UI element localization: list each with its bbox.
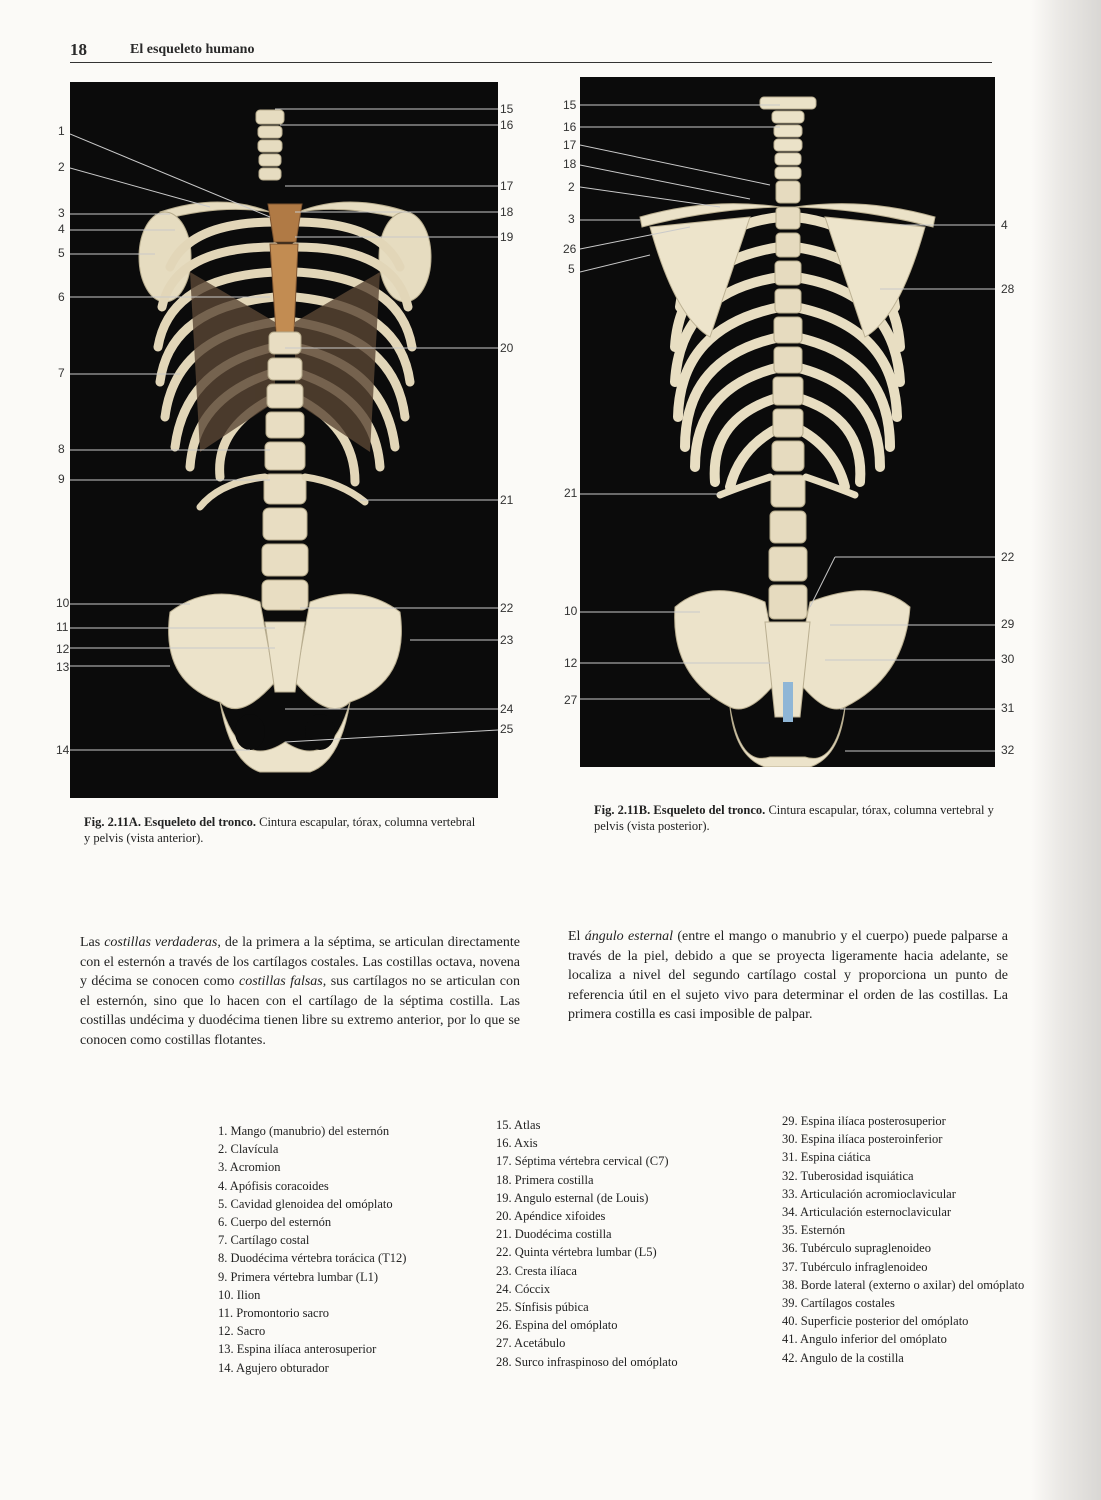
fig-a-label: 19 xyxy=(500,230,514,244)
legend-item: 37. Tubérculo infraglenoideo xyxy=(782,1259,928,1274)
fig-b-label: 22 xyxy=(1001,550,1015,564)
fig-a-label: 10 xyxy=(56,596,70,610)
fig-a-label: 14 xyxy=(56,743,70,757)
running-title: El esqueleto humano xyxy=(130,42,255,57)
body-emphasis: costillas falsas xyxy=(238,974,323,989)
legend-item: 7. Cartílago costal xyxy=(218,1233,310,1248)
legend-item: 25. Sínfisis púbica xyxy=(496,1300,589,1315)
legend-item: 24. Cóccix xyxy=(496,1281,551,1296)
body-text: El xyxy=(568,929,585,944)
legend-item: 5. Cavidad glenoidea del omóplato xyxy=(218,1196,393,1211)
fig-b-label: 4 xyxy=(1001,218,1008,232)
fig-a-label: 6 xyxy=(58,290,65,304)
fig-a-label: 12 xyxy=(56,642,70,656)
figure-skeleton-anterior xyxy=(70,82,498,798)
fig-b-label: 2 xyxy=(568,180,575,194)
body-text: , de la primera a la séptima, se articulan directamente con el esternón a través de los cartílagos costales. Las costillas octava, novena y décima se conocen como xyxy=(80,935,520,989)
figure-skeleton-posterior xyxy=(580,77,995,767)
legend-item: 27. Acetábulo xyxy=(496,1336,566,1351)
legend-item: 4. Apófisis coracoides xyxy=(218,1178,329,1193)
legend-item: 19. Angulo esternal (de Louis) xyxy=(496,1190,649,1205)
fig-b-label: 16 xyxy=(563,120,577,134)
legend-item: 8. Duodécima vértebra torácica (T12) xyxy=(218,1251,407,1266)
fig-a-label: 4 xyxy=(58,222,65,236)
fig-b-label: 12 xyxy=(564,656,578,670)
body-text: (entre el mango o manubrio y el cuerpo) puede palparse a través de la piel, debido a que se proyecta ligeramente hacia adelante, se localiza a nivel del segundo cartílago costal y proporciona un punto de referencia útil en el sujeto vivo para determinar el orden de las costillas. La primera costilla es casi imposible de palpar. xyxy=(568,929,1008,1022)
legend-item: 26. Espina del omóplato xyxy=(496,1318,618,1333)
legend-item: 40. Superficie posterior del omóplato xyxy=(782,1314,969,1329)
fig-a-label: 7 xyxy=(58,366,65,380)
legend-item: 13. Espina ilíaca anterosuperior xyxy=(218,1342,377,1357)
legend-item: 14. Agujero obturador xyxy=(218,1360,329,1375)
legend-list-1 xyxy=(218,1122,488,1377)
legend-list-2 xyxy=(496,1116,776,1371)
legend-item: 16. Axis xyxy=(496,1136,538,1151)
fig-b-label: 30 xyxy=(1001,652,1015,666)
legend-item: 38. Borde lateral (externo o axilar) del omóplato xyxy=(782,1277,1025,1292)
fig-b-label: 32 xyxy=(1001,743,1015,757)
fig-a-label: 17 xyxy=(500,179,514,193)
legend-item: 3. Acromion xyxy=(218,1160,281,1175)
fig-a-label: 24 xyxy=(500,702,514,716)
fig-a-label: 1 xyxy=(58,124,65,138)
body-text: , sus cartílagos no se articulan con el esternón, sino que lo hacen con el cartílago de la séptima costilla. Las costillas undécima y duodécima tienen libre su extremo anterior, por lo que se conocen como costillas flotantes. xyxy=(80,974,521,1048)
legend-item: 39. Cartílagos costales xyxy=(782,1296,895,1311)
fig-b-label: 27 xyxy=(564,693,578,707)
legend-item: 11. Promontorio sacro xyxy=(218,1306,329,1321)
body-text: Las xyxy=(80,935,105,950)
legend-item: 20. Apéndice xifoides xyxy=(496,1209,606,1224)
fig-a-label: 25 xyxy=(500,722,514,736)
legend-item: 10. Ilion xyxy=(218,1287,261,1302)
fig-b-label: 28 xyxy=(1001,282,1015,296)
legend-item: 32. Tuberosidad isquiática xyxy=(782,1168,914,1183)
body-emphasis: costillas verdaderas xyxy=(104,935,218,950)
fig-b-label: 29 xyxy=(1001,617,1015,631)
page-header xyxy=(70,40,992,63)
legend-item: 22. Quinta vértebra lumbar (L5) xyxy=(496,1245,657,1260)
legend-item: 42. Angulo de la costilla xyxy=(782,1350,904,1365)
legend-item: 12. Sacro xyxy=(218,1324,266,1339)
legend-item: 31. Espina ciática xyxy=(782,1150,871,1165)
fig-a-label: 16 xyxy=(500,118,514,132)
fig-a-label: 5 xyxy=(58,246,65,260)
figure-b-caption-title: Fig. 2.11B. Esqueleto del tronco. xyxy=(594,803,766,817)
legend-item: 36. Tubérculo supraglenoideo xyxy=(782,1241,931,1256)
skeleton-posterior-illustration xyxy=(580,77,995,767)
fig-a-label: 2 xyxy=(58,160,65,174)
body-paragraph-right xyxy=(568,927,1008,1025)
fig-b-label: 31 xyxy=(1001,701,1015,715)
figure-b-caption xyxy=(594,802,994,834)
legend-item: 29. Espina ilíaca posterosuperior xyxy=(782,1114,946,1128)
legend-item: 6. Cuerpo del esternón xyxy=(218,1215,332,1230)
fig-a-label: 23 xyxy=(500,633,514,647)
body-paragraph-left xyxy=(80,933,520,1050)
legend-item: 23. Cresta ilíaca xyxy=(496,1263,577,1278)
legend-item: 28. Surco infraspinoso del omóplato xyxy=(496,1354,678,1369)
legend-list-3 xyxy=(782,1112,1027,1367)
legend-item: 41. Angulo inferior del omóplato xyxy=(782,1332,947,1347)
figure-a-caption xyxy=(84,814,484,846)
legend-item: 15. Atlas xyxy=(496,1118,541,1132)
fig-b-label: 3 xyxy=(568,212,575,226)
legend-item: 34. Articulación esternoclavicular xyxy=(782,1205,952,1220)
legend-item: 18. Primera costilla xyxy=(496,1172,594,1187)
legend-item: 17. Séptima vértebra cervical (C7) xyxy=(496,1154,669,1169)
fig-b-label: 15 xyxy=(563,98,577,112)
figure-a-caption-text: Cintura escapular, tórax, columna vertebral y pelvis (vista anterior). xyxy=(84,815,476,845)
fig-a-label: 21 xyxy=(500,493,514,507)
fig-a-label: 8 xyxy=(58,442,65,456)
fig-a-label: 20 xyxy=(500,341,514,355)
figure-b-caption-text: Cintura escapular, tórax, columna vertebral y pelvis (vista posterior). xyxy=(594,803,994,833)
legend-item: 1. Mango (manubrio) del esternón xyxy=(218,1124,390,1138)
fig-a-label: 15 xyxy=(500,102,514,116)
legend-item: 30. Espina ilíaca posteroinferior xyxy=(782,1132,943,1147)
fig-b-label: 18 xyxy=(563,157,577,171)
legend-item: 35. Esternón xyxy=(782,1223,846,1238)
page-number: 18 xyxy=(70,40,87,59)
fig-a-label: 9 xyxy=(58,472,65,486)
fig-b-label: 17 xyxy=(563,138,577,152)
fig-a-label: 22 xyxy=(500,601,514,615)
fig-b-label: 21 xyxy=(564,486,578,500)
legend-item: 21. Duodécima costilla xyxy=(496,1227,612,1242)
body-emphasis: ángulo esternal xyxy=(584,929,674,944)
legend-item: 33. Articulación acromioclavicular xyxy=(782,1186,956,1201)
legend-item: 2. Clavícula xyxy=(218,1142,279,1157)
figure-a-caption-title: Fig. 2.11A. Esqueleto del tronco. xyxy=(84,815,256,829)
fig-a-label: 3 xyxy=(58,206,65,220)
fig-b-label: 26 xyxy=(563,242,577,256)
legend-item: 9. Primera vértebra lumbar (L1) xyxy=(218,1269,379,1284)
fig-b-label: 5 xyxy=(568,262,575,276)
skeleton-anterior-illustration xyxy=(70,82,498,798)
fig-a-label: 13 xyxy=(56,660,70,674)
fig-a-label: 11 xyxy=(56,620,69,634)
fig-a-label: 18 xyxy=(500,205,514,219)
fig-b-label: 10 xyxy=(564,604,578,618)
